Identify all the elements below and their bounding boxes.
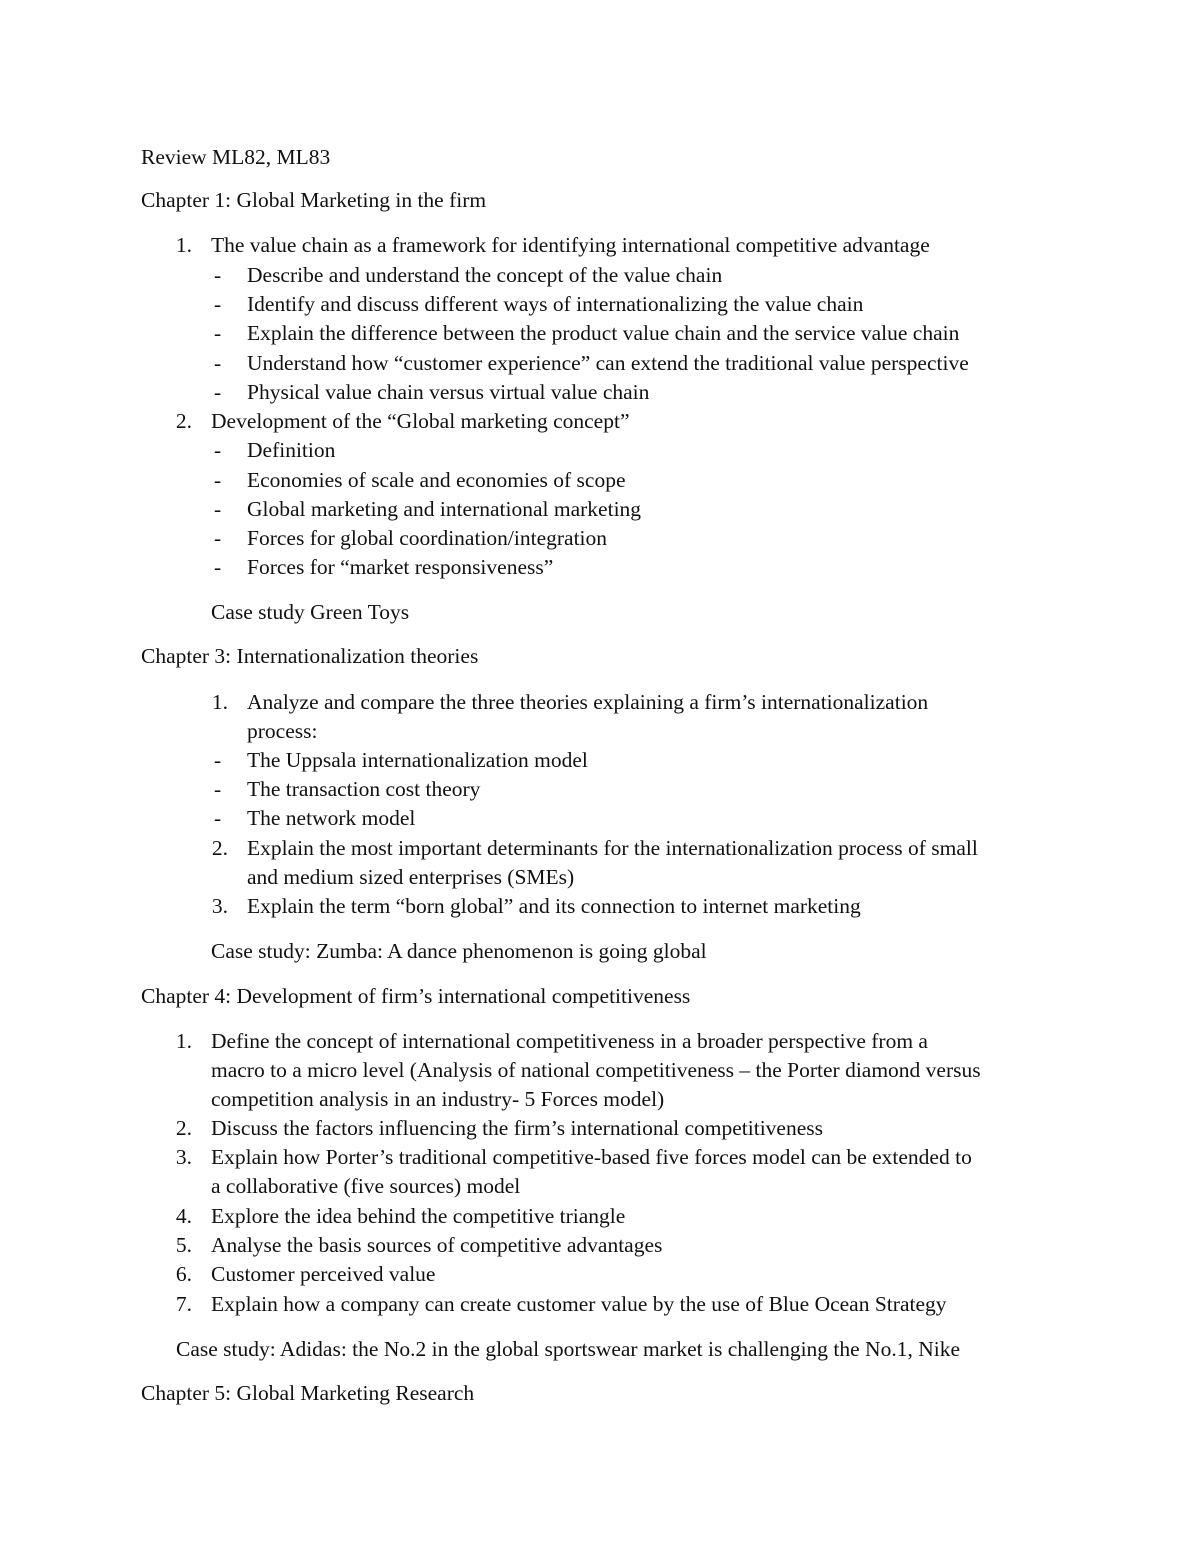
case-study: Case study Green Toys (211, 600, 410, 624)
list-subitem: Economies of scale and economies of scope (247, 468, 626, 492)
list-item-continuation: and medium sized enterprises (SMEs) (247, 865, 575, 889)
list-item: Explore the idea behind the competitive triangle (211, 1204, 626, 1228)
list-item: Analyze and compare the three theories explaining a firm’s internationalization (247, 690, 929, 714)
list-dash: - (214, 497, 222, 521)
list-item: Explain how Porter’s traditional competitive-based five forces model can be extended to (211, 1145, 972, 1169)
list-subitem: Physical value chain versus virtual value chain (247, 380, 650, 404)
list-subitem: The network model (247, 806, 416, 830)
list-subitem: Understand how “customer experience” can extend the traditional value perspective (247, 351, 969, 375)
list-dash: - (214, 380, 222, 404)
chapter-1-heading: Chapter 1: Global Marketing in the firm (141, 188, 487, 212)
list-dash: - (214, 468, 222, 492)
document-title: Review ML82, ML83 (141, 145, 331, 169)
list-dash: - (214, 526, 222, 550)
chapter-3-heading: Chapter 3: Internationalization theories (141, 644, 479, 668)
list-item-continuation: a collaborative (five sources) model (211, 1174, 521, 1198)
list-number: 1. (211, 690, 228, 714)
list-item-continuation: process: (247, 719, 318, 743)
case-study: Case study: Zumba: A dance phenomenon is going global (211, 939, 707, 963)
list-item-continuation: macro to a micro level (Analysis of national competitiveness – the Porter diamond versus (211, 1058, 981, 1082)
list-subitem: The Uppsala internationalization model (247, 748, 588, 772)
chapter-4-heading: Chapter 4: Development of firm’s international competitiveness (141, 984, 691, 1008)
list-item: Development of the “Global marketing concept” (211, 409, 630, 433)
list-subitem: The transaction cost theory (247, 777, 481, 801)
chapter-5-heading: Chapter 5: Global Marketing Research (141, 1381, 475, 1405)
list-item: The value chain as a framework for identifying international competitive advantage (211, 233, 930, 257)
list-number: 6. (175, 1262, 192, 1286)
list-item: Discuss the factors influencing the firm’s international competitiveness (211, 1116, 823, 1140)
list-dash: - (214, 438, 222, 462)
list-subitem: Forces for global coordination/integration (247, 526, 608, 550)
list-dash: - (214, 555, 222, 579)
list-number: 1. (175, 1029, 192, 1053)
list-subitem: Forces for “market responsiveness” (247, 555, 554, 579)
list-item: Customer perceived value (211, 1262, 436, 1286)
list-number: 7. (175, 1292, 192, 1316)
list-dash: - (214, 292, 222, 316)
list-subitem: Definition (247, 438, 336, 462)
list-item-continuation: competition analysis in an industry- 5 Forces model) (211, 1087, 665, 1111)
list-item: Explain the most important determinants for the internationalization process of small (247, 836, 978, 860)
list-item: Explain the term “born global” and its connection to internet marketing (247, 894, 861, 918)
list-dash: - (214, 263, 222, 287)
list-dash: - (214, 351, 222, 375)
list-number: 2. (175, 1116, 192, 1140)
list-number: 3. (211, 894, 228, 918)
list-number: 3. (175, 1145, 192, 1169)
list-item: Explain how a company can create customer value by the use of Blue Ocean Strategy (211, 1292, 947, 1316)
list-subitem: Explain the difference between the product value chain and the service value chain (247, 321, 960, 345)
list-dash: - (214, 748, 222, 772)
case-study: Case study: Adidas: the No.2 in the global sportswear market is challenging the No.1, Nike (176, 1337, 961, 1361)
list-subitem: Describe and understand the concept of the value chain (247, 263, 723, 287)
list-dash: - (214, 777, 222, 801)
list-item: Define the concept of international competitiveness in a broader perspective from a (211, 1029, 928, 1053)
list-number: 2. (175, 409, 192, 433)
list-number: 5. (175, 1233, 192, 1257)
list-item: Analyse the basis sources of competitive advantages (211, 1233, 663, 1257)
list-number: 4. (175, 1204, 192, 1228)
list-dash: - (214, 321, 222, 345)
list-dash: - (214, 806, 222, 830)
list-number: 1. (175, 233, 192, 257)
list-subitem: Global marketing and international marketing (247, 497, 642, 521)
list-subitem: Identify and discuss different ways of internationalizing the value chain (247, 292, 864, 316)
list-number: 2. (211, 836, 228, 860)
